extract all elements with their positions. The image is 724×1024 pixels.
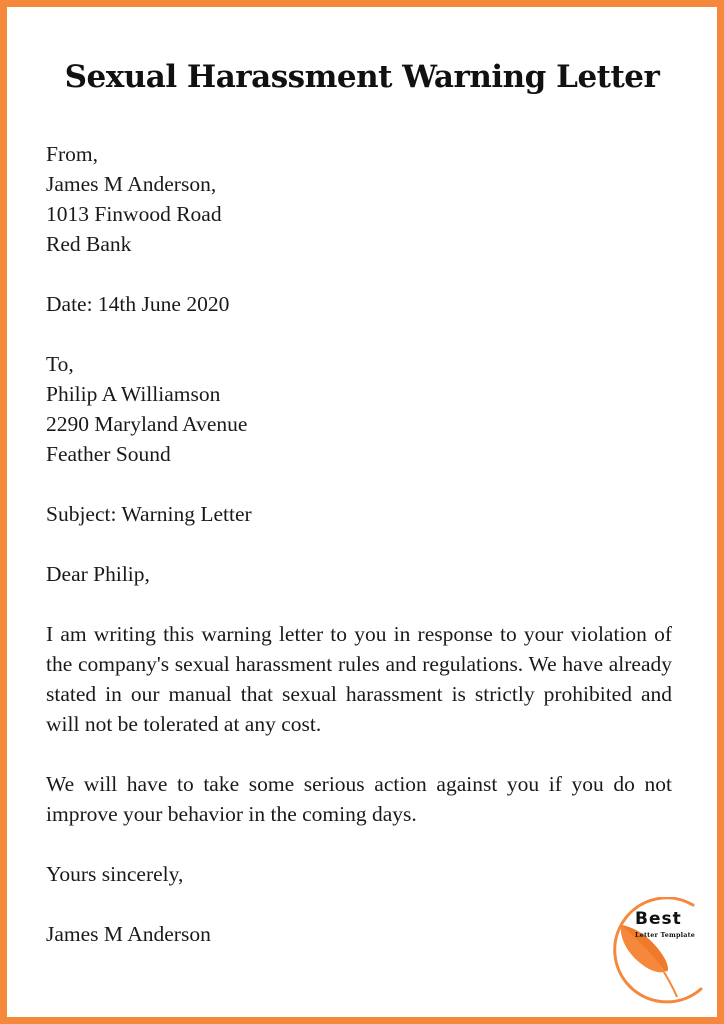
- closing: Yours sincerely,: [46, 862, 184, 886]
- sender-name: James M Anderson,: [46, 172, 217, 196]
- letter-date: Date: 14th June 2020: [46, 292, 230, 316]
- recipient-block: [46, 349, 672, 469]
- sender-label: From,: [46, 142, 98, 166]
- recipient-address-line-2: Feather Sound: [46, 442, 171, 466]
- sender-block: [46, 139, 672, 259]
- recipient-name: Philip A Williamson: [46, 382, 221, 406]
- signature-name: James M Anderson: [46, 922, 211, 946]
- best-letter-template-logo: [597, 897, 709, 1009]
- sender-address-line-1: 1013 Finwood Road: [46, 202, 222, 226]
- logo-main-text: Best: [635, 909, 682, 929]
- body-paragraph-2: We will have to take some serious action against you if you do not improve your behavior in the coming days.: [46, 772, 672, 826]
- letter-body: [46, 139, 672, 949]
- recipient-label: To,: [46, 352, 74, 376]
- letter-subject: Subject: Warning Letter: [46, 502, 252, 526]
- body-paragraph-1: I am writing this warning letter to you in response to your violation of the company's sexual harassment rules and regulations. We have already stated in our manual that sexual harassment is strictly prohibited and will not be tolerated at any cost.: [46, 622, 672, 736]
- logo-sub-text: Letter Template: [635, 931, 696, 939]
- salutation: Dear Philip,: [46, 562, 150, 586]
- sender-address-line-2: Red Bank: [46, 232, 132, 256]
- recipient-address-line-1: 2290 Maryland Avenue: [46, 412, 248, 436]
- letter-title: Sexual Harassment Warning Letter: [64, 59, 660, 95]
